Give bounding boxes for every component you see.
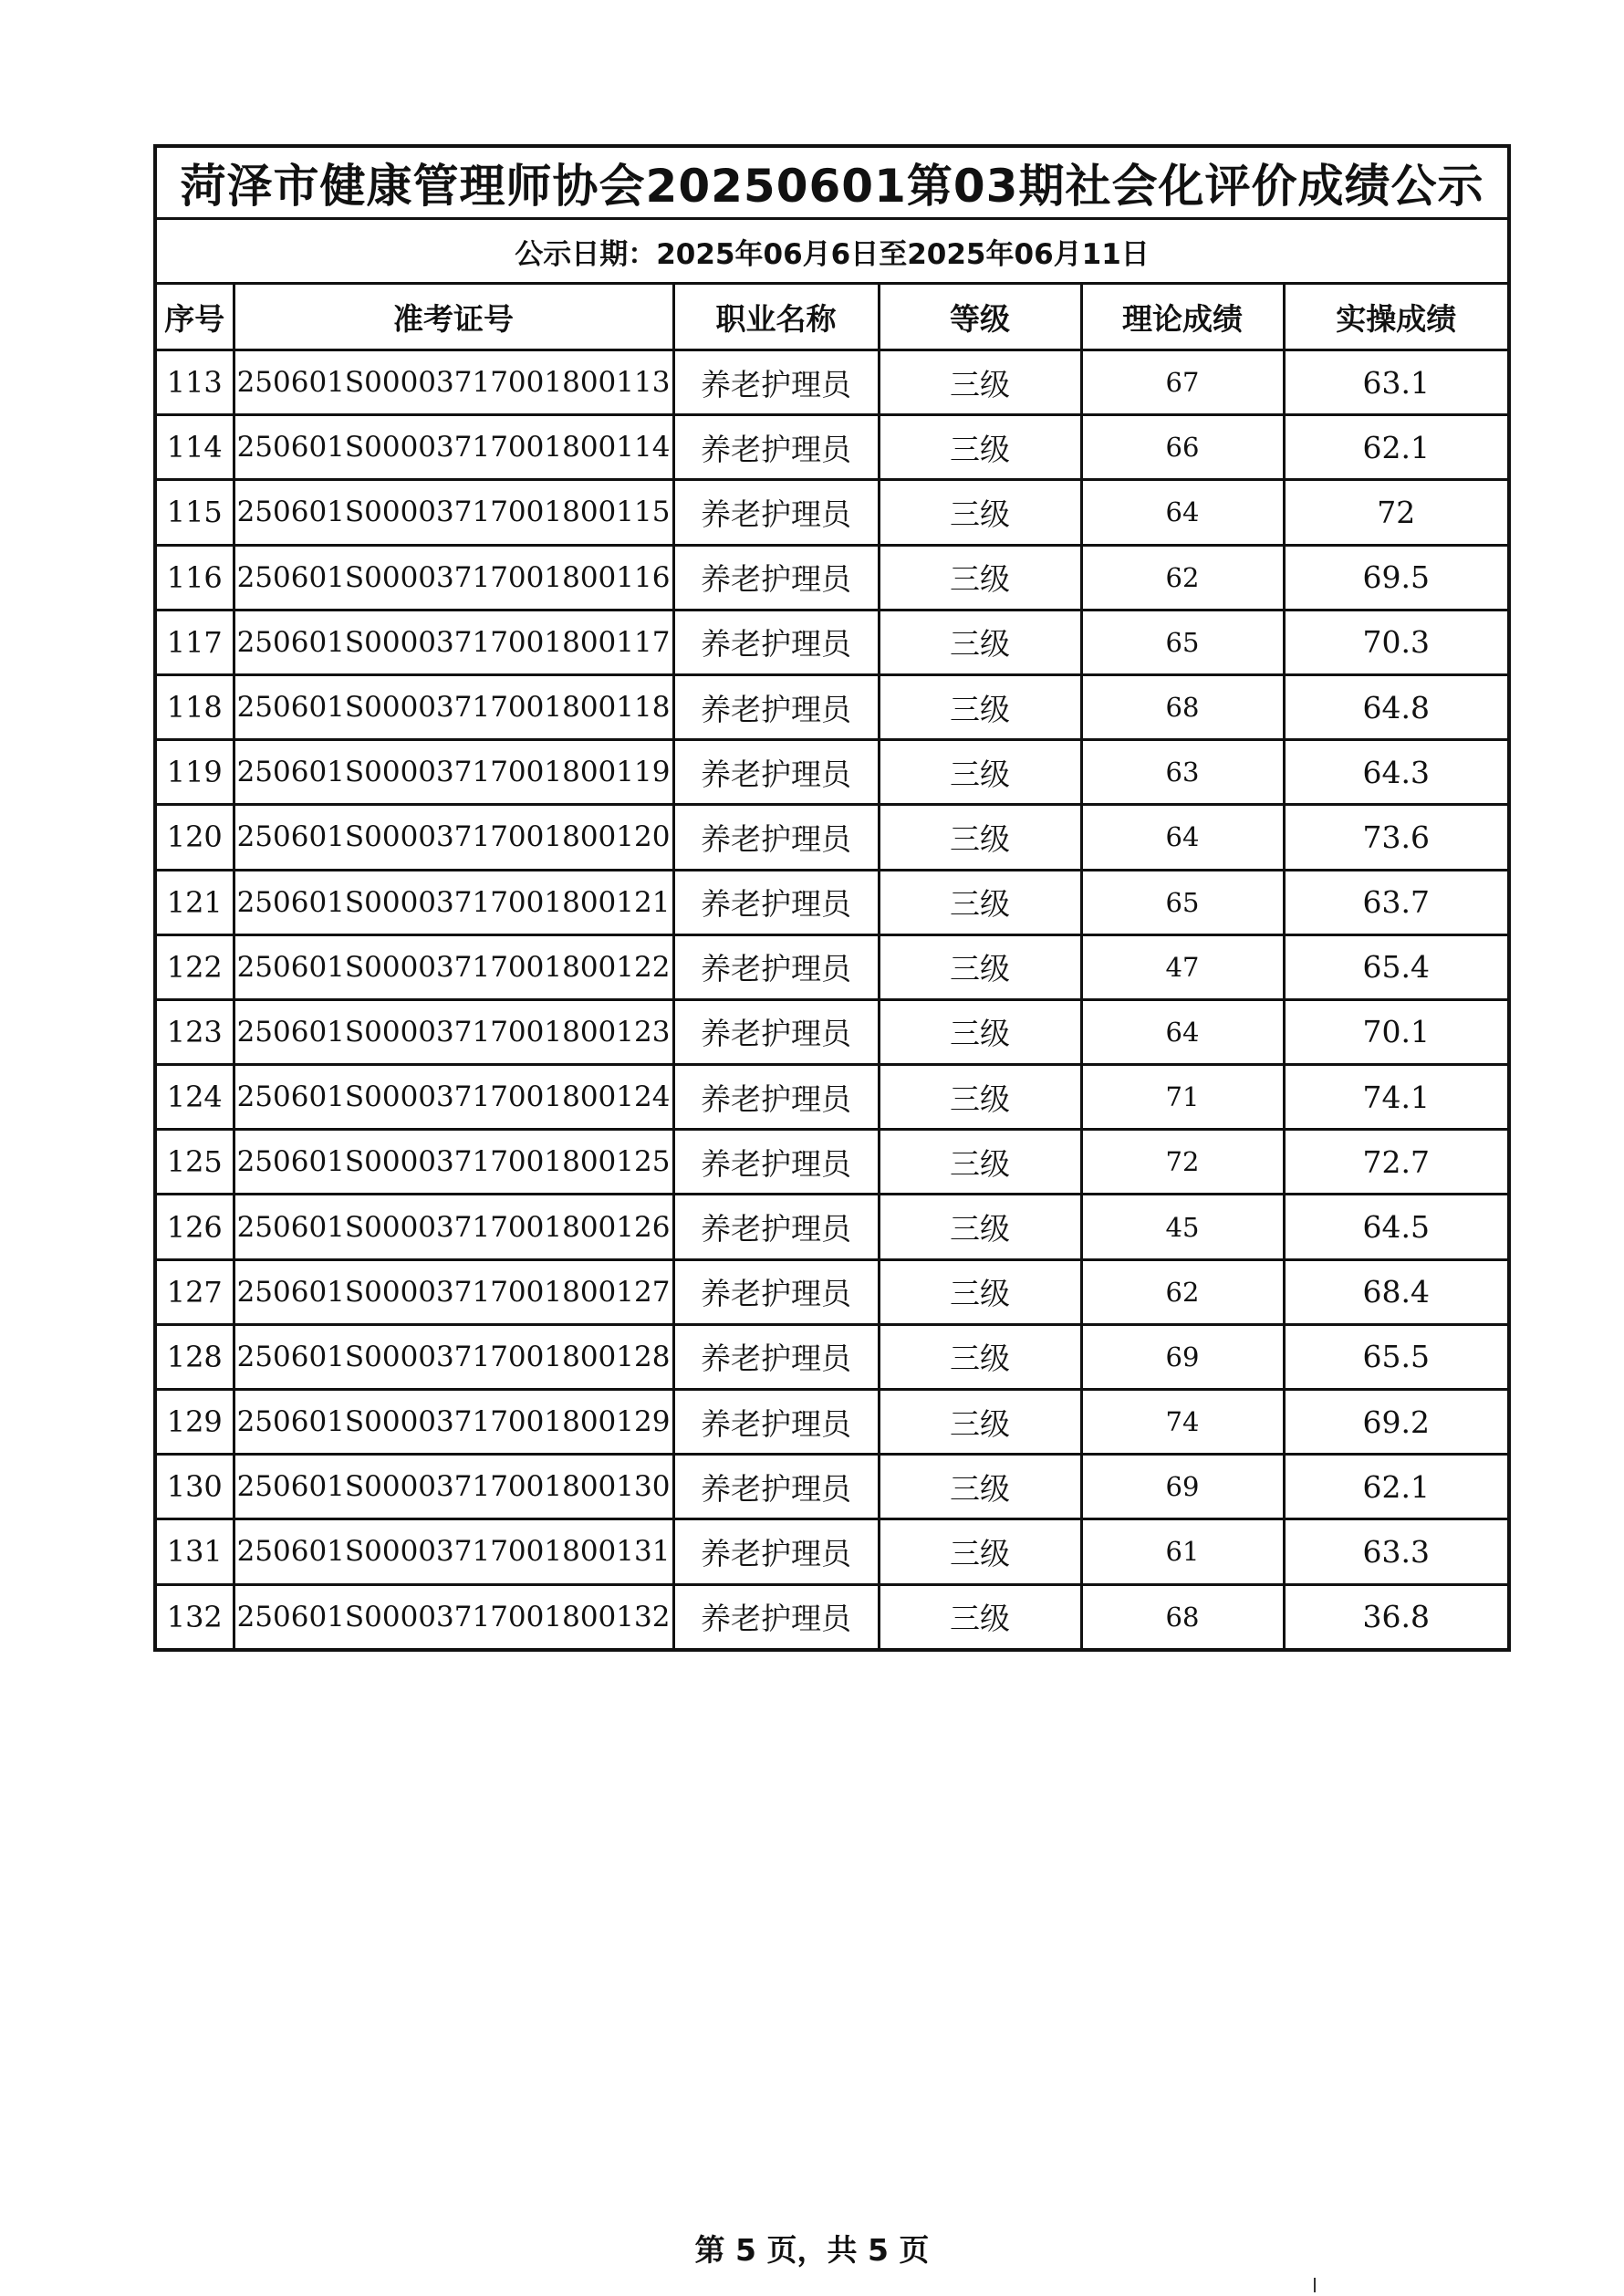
- cell-job: 养老护理员: [673, 415, 879, 480]
- cell-theory: 68: [1081, 1584, 1284, 1650]
- cell-ticket: 250601S00003717001800118: [234, 674, 673, 739]
- header-job: 职业名称: [673, 284, 879, 350]
- cell-practical: 74.1: [1284, 1065, 1509, 1130]
- cell-theory: 65: [1081, 610, 1284, 674]
- cell-job: 养老护理员: [673, 545, 879, 610]
- cell-ticket: 250601S00003717001800115: [234, 480, 673, 545]
- cell-job: 养老护理员: [673, 1390, 879, 1455]
- cell-ticket: 250601S00003717001800113: [234, 350, 673, 415]
- cell-level: 三级: [879, 1130, 1081, 1195]
- cell-level: 三级: [879, 999, 1081, 1064]
- table-row: [155, 1324, 1509, 1389]
- cell-ticket: 250601S00003717001800122: [234, 934, 673, 999]
- cell-ticket: 250601S00003717001800117: [234, 610, 673, 674]
- cell-job: 养老护理员: [673, 805, 879, 870]
- cell-practical: 68.4: [1284, 1259, 1509, 1324]
- cell-seq: 132: [155, 1584, 234, 1650]
- cell-level: 三级: [879, 674, 1081, 739]
- cell-job: 养老护理员: [673, 999, 879, 1064]
- cell-practical: 62.1: [1284, 415, 1509, 480]
- cell-theory: 68: [1081, 674, 1284, 739]
- cell-level: 三级: [879, 350, 1081, 415]
- table-row: [155, 1519, 1509, 1584]
- cell-seq: 120: [155, 805, 234, 870]
- table-row: [155, 870, 1509, 934]
- scan-mark: [1314, 2278, 1316, 2292]
- cell-level: 三级: [879, 1195, 1081, 1259]
- cell-practical: 70.3: [1284, 610, 1509, 674]
- table-row: [155, 674, 1509, 739]
- cell-ticket: 250601S00003717001800123: [234, 999, 673, 1064]
- table-row: [155, 740, 1509, 805]
- cell-job: 养老护理员: [673, 674, 879, 739]
- cell-seq: 119: [155, 740, 234, 805]
- cell-level: 三级: [879, 1259, 1081, 1324]
- cell-practical: 36.8: [1284, 1584, 1509, 1650]
- cell-theory: 64: [1081, 480, 1284, 545]
- cell-job: 养老护理员: [673, 1065, 879, 1130]
- cell-ticket: 250601S00003717001800127: [234, 1259, 673, 1324]
- cell-theory: 72: [1081, 1130, 1284, 1195]
- score-sheet: [153, 144, 1507, 1652]
- cell-seq: 115: [155, 480, 234, 545]
- date-row: [155, 219, 1509, 284]
- table-row: [155, 805, 1509, 870]
- cell-seq: 124: [155, 1065, 234, 1130]
- table-row: [155, 610, 1509, 674]
- cell-seq: 113: [155, 350, 234, 415]
- cell-practical: 62.1: [1284, 1455, 1509, 1519]
- cell-practical: 69.5: [1284, 545, 1509, 610]
- cell-theory: 62: [1081, 1259, 1284, 1324]
- publication-date: 公示日期：2025年06月6日至2025年06月11日: [155, 219, 1509, 284]
- cell-theory: 63: [1081, 740, 1284, 805]
- cell-job: 养老护理员: [673, 1324, 879, 1389]
- cell-theory: 66: [1081, 415, 1284, 480]
- cell-practical: 73.6: [1284, 805, 1509, 870]
- cell-level: 三级: [879, 870, 1081, 934]
- title-row: [155, 146, 1509, 219]
- table-row: [155, 1130, 1509, 1195]
- cell-theory: 64: [1081, 999, 1284, 1064]
- cell-seq: 121: [155, 870, 234, 934]
- table-row: [155, 1259, 1509, 1324]
- cell-practical: 63.7: [1284, 870, 1509, 934]
- cell-seq: 125: [155, 1130, 234, 1195]
- cell-theory: 61: [1081, 1519, 1284, 1584]
- cell-ticket: 250601S00003717001800119: [234, 740, 673, 805]
- table-row: [155, 545, 1509, 610]
- cell-ticket: 250601S00003717001800120: [234, 805, 673, 870]
- cell-job: 养老护理员: [673, 1455, 879, 1519]
- table-row: [155, 999, 1509, 1064]
- header-theory: 理论成绩: [1081, 284, 1284, 350]
- cell-job: 养老护理员: [673, 740, 879, 805]
- cell-level: 三级: [879, 740, 1081, 805]
- cell-job: 养老护理员: [673, 1195, 879, 1259]
- cell-job: 养老护理员: [673, 1584, 879, 1650]
- table-row: [155, 1455, 1509, 1519]
- cell-seq: 123: [155, 999, 234, 1064]
- cell-seq: 116: [155, 545, 234, 610]
- page-footer: 第 5 页，共 5 页: [694, 2232, 930, 2268]
- cell-seq: 130: [155, 1455, 234, 1519]
- table-row: [155, 1584, 1509, 1650]
- cell-level: 三级: [879, 934, 1081, 999]
- cell-ticket: 250601S00003717001800114: [234, 415, 673, 480]
- cell-practical: 64.5: [1284, 1195, 1509, 1259]
- header-ticket: 准考证号: [234, 284, 673, 350]
- cell-ticket: 250601S00003717001800132: [234, 1584, 673, 1650]
- header-seq: 序号: [155, 284, 234, 350]
- table-row: [155, 1390, 1509, 1455]
- cell-level: 三级: [879, 805, 1081, 870]
- cell-practical: 64.8: [1284, 674, 1509, 739]
- cell-ticket: 250601S00003717001800121: [234, 870, 673, 934]
- cell-job: 养老护理员: [673, 480, 879, 545]
- cell-job: 养老护理员: [673, 870, 879, 934]
- cell-theory: 71: [1081, 1065, 1284, 1130]
- cell-level: 三级: [879, 545, 1081, 610]
- table-row: [155, 934, 1509, 999]
- cell-theory: 45: [1081, 1195, 1284, 1259]
- cell-ticket: 250601S00003717001800129: [234, 1390, 673, 1455]
- cell-theory: 69: [1081, 1324, 1284, 1389]
- cell-practical: 70.1: [1284, 999, 1509, 1064]
- cell-level: 三级: [879, 1519, 1081, 1584]
- cell-level: 三级: [879, 1390, 1081, 1455]
- cell-level: 三级: [879, 1584, 1081, 1650]
- table-row: [155, 415, 1509, 480]
- cell-practical: 64.3: [1284, 740, 1509, 805]
- cell-ticket: 250601S00003717001800126: [234, 1195, 673, 1259]
- table-row: [155, 480, 1509, 545]
- table-row: [155, 350, 1509, 415]
- cell-level: 三级: [879, 415, 1081, 480]
- cell-job: 养老护理员: [673, 350, 879, 415]
- header-practical: 实操成绩: [1284, 284, 1509, 350]
- cell-theory: 47: [1081, 934, 1284, 999]
- cell-practical: 72.7: [1284, 1130, 1509, 1195]
- cell-seq: 114: [155, 415, 234, 480]
- cell-job: 养老护理员: [673, 1130, 879, 1195]
- score-table: [153, 144, 1511, 1652]
- table-row: [155, 1195, 1509, 1259]
- cell-level: 三级: [879, 610, 1081, 674]
- cell-practical: 69.2: [1284, 1390, 1509, 1455]
- cell-practical: 63.1: [1284, 350, 1509, 415]
- cell-job: 养老护理员: [673, 610, 879, 674]
- cell-job: 养老护理员: [673, 934, 879, 999]
- cell-seq: 127: [155, 1259, 234, 1324]
- cell-level: 三级: [879, 1065, 1081, 1130]
- cell-practical: 65.5: [1284, 1324, 1509, 1389]
- cell-theory: 64: [1081, 805, 1284, 870]
- cell-ticket: 250601S00003717001800128: [234, 1324, 673, 1389]
- cell-ticket: 250601S00003717001800131: [234, 1519, 673, 1584]
- cell-job: 养老护理员: [673, 1259, 879, 1324]
- cell-level: 三级: [879, 1455, 1081, 1519]
- cell-level: 三级: [879, 1324, 1081, 1389]
- cell-seq: 126: [155, 1195, 234, 1259]
- cell-level: 三级: [879, 480, 1081, 545]
- cell-seq: 122: [155, 934, 234, 999]
- column-header-row: [155, 284, 1509, 350]
- cell-seq: 129: [155, 1390, 234, 1455]
- cell-theory: 74: [1081, 1390, 1284, 1455]
- cell-ticket: 250601S00003717001800130: [234, 1455, 673, 1519]
- cell-job: 养老护理员: [673, 1519, 879, 1584]
- cell-ticket: 250601S00003717001800124: [234, 1065, 673, 1130]
- cell-theory: 62: [1081, 545, 1284, 610]
- table-body: [155, 350, 1509, 1650]
- cell-seq: 118: [155, 674, 234, 739]
- header-level: 等级: [879, 284, 1081, 350]
- cell-theory: 67: [1081, 350, 1284, 415]
- document-title: 菏泽市健康管理师协会20250601第03期社会化评价成绩公示: [155, 146, 1509, 219]
- cell-practical: 63.3: [1284, 1519, 1509, 1584]
- cell-ticket: 250601S00003717001800125: [234, 1130, 673, 1195]
- cell-theory: 69: [1081, 1455, 1284, 1519]
- table-row: [155, 1065, 1509, 1130]
- cell-seq: 128: [155, 1324, 234, 1389]
- cell-theory: 65: [1081, 870, 1284, 934]
- cell-practical: 65.4: [1284, 934, 1509, 999]
- cell-seq: 117: [155, 610, 234, 674]
- cell-seq: 131: [155, 1519, 234, 1584]
- cell-practical: 72: [1284, 480, 1509, 545]
- cell-ticket: 250601S00003717001800116: [234, 545, 673, 610]
